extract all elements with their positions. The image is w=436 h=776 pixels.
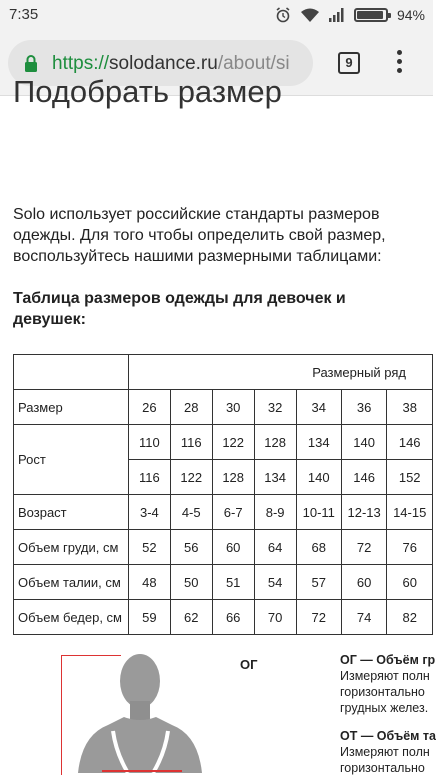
table-cell: 36 xyxy=(341,390,387,425)
row-label: Размер xyxy=(14,390,129,425)
table-cell: 28 xyxy=(170,390,212,425)
table-cell: 74 xyxy=(341,600,387,635)
table-cell: 52 xyxy=(129,530,171,565)
table-cell: 26 xyxy=(129,390,171,425)
table-cell: 6-7 xyxy=(212,495,254,530)
menu-more-icon[interactable] xyxy=(392,50,406,76)
table-cell: 70 xyxy=(254,600,296,635)
table-cell: 60 xyxy=(387,565,433,600)
table-header-size-range: Размерный ряд xyxy=(129,355,433,390)
signal-icon xyxy=(329,8,345,22)
table-cell: 116 xyxy=(129,460,171,495)
table-cell: 34 xyxy=(296,390,341,425)
table-cell: 66 xyxy=(212,600,254,635)
table-cell: 59 xyxy=(129,600,171,635)
table-cell: 12-13 xyxy=(341,495,387,530)
og-title: ОГ — Объём гр xyxy=(340,653,436,667)
og-line: грудных желез. xyxy=(340,701,429,715)
figure-label-og: ОГ xyxy=(240,657,258,672)
table-row xyxy=(14,565,433,600)
table-cell: 140 xyxy=(296,460,341,495)
table-cell: 50 xyxy=(170,565,212,600)
table-cell: 51 xyxy=(212,565,254,600)
table-cell: 32 xyxy=(254,390,296,425)
table-cell: 60 xyxy=(341,565,387,600)
alarm-icon xyxy=(275,7,291,23)
tab-switcher-button[interactable]: 9 xyxy=(338,52,360,74)
table-cell: 72 xyxy=(341,530,387,565)
url-path: /about/si xyxy=(217,53,290,74)
table-cell: 82 xyxy=(387,600,433,635)
table-cell: 38 xyxy=(387,390,433,425)
battery-icon xyxy=(354,8,388,22)
table-row xyxy=(14,530,433,565)
url-scheme: https:// xyxy=(52,53,110,74)
table-row xyxy=(14,390,433,425)
size-table xyxy=(13,354,433,635)
lock-icon xyxy=(24,55,38,72)
og-line: Измеряют полн xyxy=(340,669,430,683)
url-host: solodance.ru xyxy=(109,53,218,74)
table-cell: 56 xyxy=(170,530,212,565)
table-cell: 134 xyxy=(254,460,296,495)
table-cell: 64 xyxy=(254,530,296,565)
table-cell: 4-5 xyxy=(170,495,212,530)
ot-line: Измеряют полн xyxy=(340,745,430,759)
table-row xyxy=(14,495,433,530)
page-content xyxy=(0,74,436,775)
table-row xyxy=(14,355,433,390)
table-cell: 152 xyxy=(387,460,433,495)
table-row xyxy=(14,425,433,460)
table-cell: 110 xyxy=(129,425,171,460)
battery-percent: 94% xyxy=(396,7,425,23)
table-cell: 57 xyxy=(296,565,341,600)
measurement-descriptions xyxy=(340,652,436,776)
page-heading: Подобрать размер xyxy=(13,74,282,109)
body-measurement-figure xyxy=(58,653,238,773)
table-title: Таблица размеров одежды для девочек и девушек: xyxy=(13,290,346,328)
row-label: Объем груди, см xyxy=(14,530,129,565)
status-icons xyxy=(275,5,425,25)
table-cell: 8-9 xyxy=(254,495,296,530)
table-cell: 116 xyxy=(170,425,212,460)
table-cell: 68 xyxy=(296,530,341,565)
table-cell-empty xyxy=(14,355,129,390)
row-label: Рост xyxy=(14,425,129,495)
table-cell: 122 xyxy=(212,425,254,460)
intro-text: Solo использует российские стандарты размеров одежды. Для того чтобы определить свой размер, воспользуйтесь нашими размерными таблицами: xyxy=(13,206,386,265)
row-label: Возраст xyxy=(14,495,129,530)
table-cell: 62 xyxy=(170,600,212,635)
ot-line: горизонтально xyxy=(340,761,425,775)
table-cell: 128 xyxy=(254,425,296,460)
table-cell: 122 xyxy=(170,460,212,495)
table-cell: 54 xyxy=(254,565,296,600)
table-cell: 3-4 xyxy=(129,495,171,530)
table-cell: 48 xyxy=(129,565,171,600)
og-line: горизонтально xyxy=(340,685,425,699)
status-time: 7:35 xyxy=(9,6,39,23)
table-cell: 10-11 xyxy=(296,495,341,530)
wifi-icon xyxy=(300,7,320,23)
url-text[interactable] xyxy=(52,53,290,75)
ot-title: ОТ — Объём та xyxy=(340,729,436,743)
table-cell: 146 xyxy=(387,425,433,460)
row-label: Объем талии, см xyxy=(14,565,129,600)
status-bar xyxy=(0,0,433,30)
table-cell: 14-15 xyxy=(387,495,433,530)
table-cell: 72 xyxy=(296,600,341,635)
table-cell: 146 xyxy=(341,460,387,495)
table-row xyxy=(14,600,433,635)
row-label: Объем бедер, см xyxy=(14,600,129,635)
table-cell: 76 xyxy=(387,530,433,565)
mannequin-image xyxy=(58,653,238,773)
table-cell: 140 xyxy=(341,425,387,460)
table-cell: 134 xyxy=(296,425,341,460)
table-cell: 128 xyxy=(212,460,254,495)
table-cell: 60 xyxy=(212,530,254,565)
table-cell: 30 xyxy=(212,390,254,425)
